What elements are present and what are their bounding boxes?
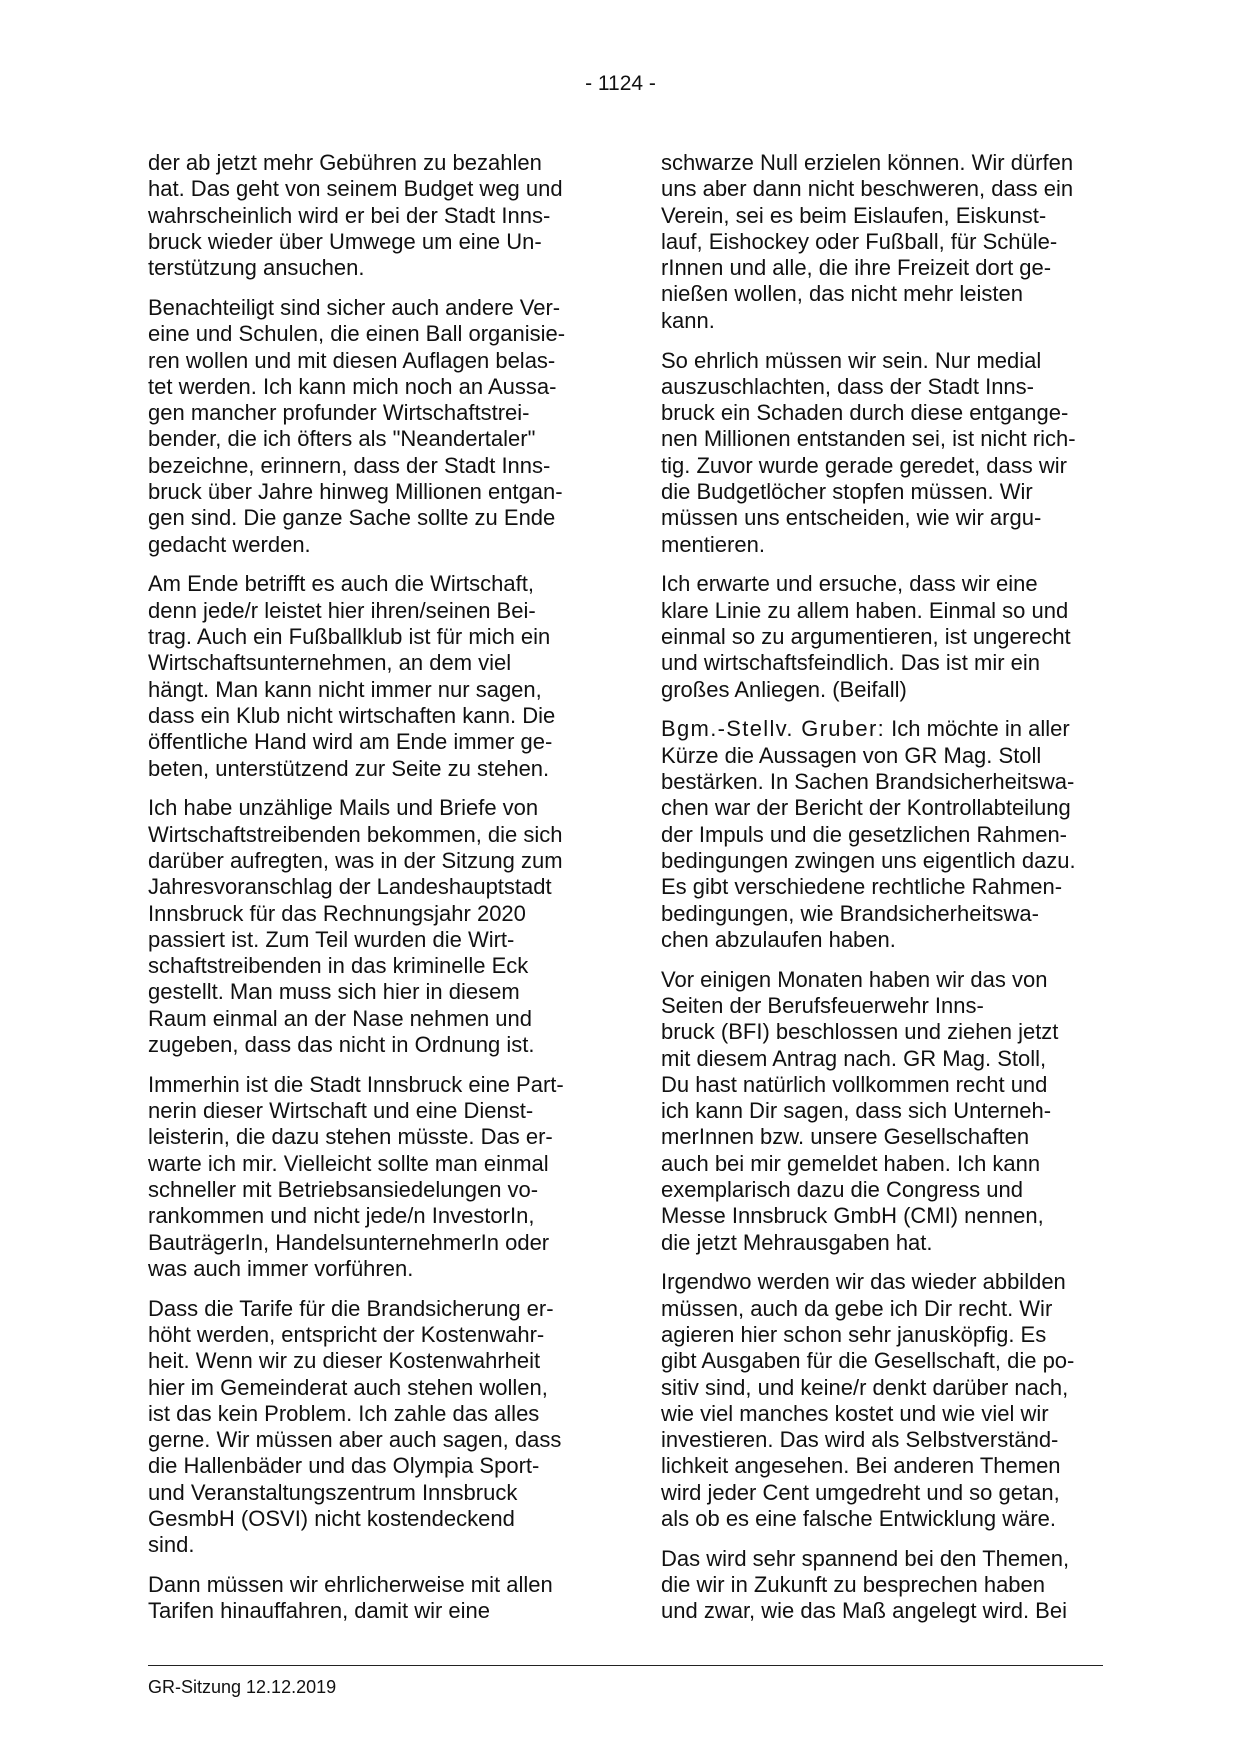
- paragraph: Das wird sehr spannend bei den Themen, die wir in Zukunft zu besprechen haben und zwar, wie das Maß angelegt wird. Bei: [661, 1545, 1070, 1624]
- paragraph: Am Ende betrifft es auch die Wirtschaft, denn jede/r leistet hier ihren/seinen Bei- trag. Auch ein Fußballklub ist für mich ein Wirtschaftsunternehmen, an dem viel hängt. Man kann nicht immer nur sagen, dass ein Klub nicht wirtschaften kann. Die öffentliche Hand wird am Ende immer ge- beten, unterstützend zur Seite zu stehen.: [148, 571, 556, 781]
- paragraph: Irgendwo werden wir das wieder abbilden müssen, auch da gebe ich Dir recht. Wir agieren hier schon sehr janusköpfig. Es gibt Ausgaben für die Gesellschaft, die po- sitiv sind, und keine/r denkt darüber nach, wie viel manches kostet und wie viel wir investieren. Das wird als Selbstverständ- lichkeit angesehen. Bei anderen Themen wird jeder Cent umgedreht und so getan, als ob es eine falsche Entwicklung wäre.: [661, 1269, 1075, 1532]
- paragraph: Dass die Tarife für die Brandsicherung er- höht werden, entspricht der Kostenwahr- heit. Wenn wir zu dieser Kostenwahrheit hier im Gemeinderat auch stehen wollen, ist das kein Problem. Ich zahle das alles gerne. Wir müssen aber auch sagen, dass die Hallenbäder und das Olympia Sport- und Veranstaltungszentrum Innsbruck GesmbH (OSVI) nicht kostendeckend sind.: [148, 1295, 562, 1558]
- footer-session-date: GR-Sitzung 12.12.2019: [148, 1677, 337, 1697]
- paragraph: Vor einigen Monaten haben wir das von Seiten der Berufsfeuerwehr Inns- bruck (BFI) beschlossen und ziehen jetzt mit diesem Antrag nach. GR Mag. Stoll, Du hast natürlich vollkommen recht und ich kann Dir sagen, dass sich Unterneh- merInnen bzw. unsere Gesellschaften auch bei mir gemeldet haben. Ich kann exemplarisch dazu die Congress und Messe Innsbruck GmbH (CMI) nennen, die jetzt Mehrausgaben hat.: [661, 966, 1059, 1255]
- paragraph: Ich erwarte und ersuche, dass wir eine klare Linie zu allem haben. Einmal so und einmal so zu argumentieren, ist ungerecht und wirtschaftsfeindlich. Das ist mir ein großes Anliegen. (Beifall): [661, 571, 1071, 702]
- paragraph: Dann müssen wir ehrlicherweise mit allen Tarifen hinauffahren, damit wir eine: [148, 1572, 553, 1624]
- paragraph: schwarze Null erzielen können. Wir dürfen uns aber dann nicht beschweren, dass ein Verein, sei es beim Eislaufen, Eiskunst- lauf, Eishockey oder Fußball, für Schüle- rInnen und alle, die ihre Freizeit dort ge- nießen wollen, das nicht mehr leisten kann.: [661, 150, 1074, 333]
- speaker-text: Ich möchte in aller Kürze die Aussagen von GR Mag. Stoll bestärken. In Sachen Brandsicherheitswa- chen war der Bericht der Kontrollabteilung der Impuls und die gesetzlichen Rahmen- bedingungen zwingen uns eigentlich dazu. Es gibt verschiedene rechtliche Rahmen- bedingungen, wie Brandsicherheitswa- chen abzulaufen haben.: [661, 716, 1076, 952]
- speaker-paragraph: [661, 716, 1096, 953]
- left-column: [148, 150, 583, 1638]
- right-column: [661, 150, 1096, 1638]
- paragraph: Benachteiligt sind sicher auch andere Ver- eine und Schulen, die einen Ball organisie- ren wollen und mit diesen Auflagen belas- tet werden. Ich kann mich noch an Aussa- gen mancher profunder Wirtschaftstrei- bender, die ich öfters als "Neandertaler" bezeichne, erinnern, dass der Stadt Inns- bruck über Jahre hinweg Millionen entgan- gen sind. Die ganze Sache sollte zu Ende gedacht werden.: [148, 294, 566, 557]
- speaker-name: Bgm.-Stellv. Gruber:: [661, 716, 886, 742]
- footer-divider: [148, 1665, 1103, 1666]
- paragraph: Immerhin ist die Stadt Innsbruck eine Part- nerin dieser Wirtschaft und eine Dienst- leisterin, die dazu stehen müsste. Das er- warte ich mir. Vielleicht sollte man einmal schneller mit Betriebsansiedelungen vo- rankommen und nicht jede/n InvestorIn, BauträgerIn, HandelsunternehmerIn oder was auch immer vorführen.: [148, 1071, 564, 1281]
- paragraph: der ab jetzt mehr Gebühren zu bezahlen hat. Das geht von seinem Budget weg und wahrscheinlich wird er bei der Stadt Inns- bruck wieder über Umwege um eine Un- terstützung ansuchen.: [148, 150, 563, 281]
- paragraph: Ich habe unzählige Mails und Briefe von Wirtschaftstreibenden bekommen, die sich darüber aufregten, was in der Sitzung zum Jahresvoranschlag der Landeshauptstadt Innsbruck für das Rechnungsjahr 2020 passiert ist. Zum Teil wurden die Wirt- schaftstreibenden in das kriminelle Eck gestellt. Man muss sich hier in diesem Raum einmal an der Nase nehmen und zugeben, dass das nicht in Ordnung ist.: [148, 795, 563, 1057]
- page-number: - 1124 -: [585, 72, 656, 95]
- paragraph: So ehrlich müssen wir sein. Nur medial auszuschlachten, dass der Stadt Inns- bruck ein Schaden durch diese entgange- nen Millionen entstanden sei, ist nicht rich- tig. Zuvor wurde gerade geredet, dass wir die Budgetlöcher stopfen müssen. Wir müssen uns entscheiden, wie wir argu- mentieren.: [661, 347, 1076, 557]
